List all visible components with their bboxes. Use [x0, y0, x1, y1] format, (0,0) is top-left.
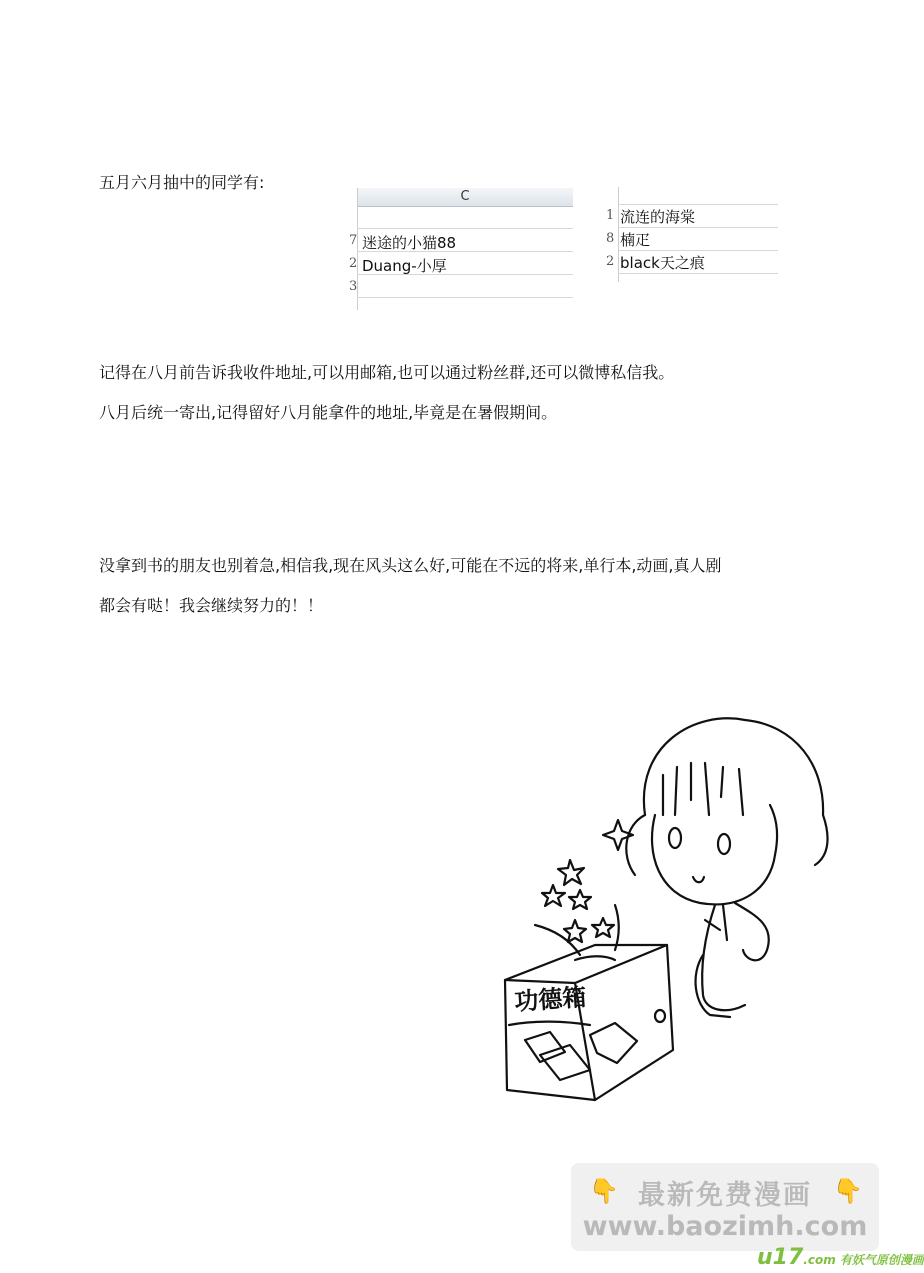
row-number: 8: [606, 231, 615, 246]
winner-name: 迷途的小猫88: [362, 234, 457, 252]
point-down-icon: 👇: [589, 1177, 619, 1205]
brand-logo: u17: [757, 1245, 804, 1270]
row-number: 2: [606, 254, 615, 269]
grid-line: [618, 227, 778, 228]
winners-sheet-1: [349, 188, 573, 310]
grid-line: [357, 297, 573, 298]
box-label: 功德箱: [513, 983, 588, 1016]
grid-line: [618, 204, 778, 205]
u17-logo: [757, 1245, 924, 1270]
watermark: [571, 1163, 879, 1251]
row-number: 1: [606, 208, 615, 223]
paragraph: 没拿到书的朋友也别着急,相信我,现在风头这么好,可能在不远的将来,单行本,动画,真人剧: [99, 556, 722, 575]
watermark-url: www.baozimh.com: [582, 1211, 868, 1242]
row-number: 3: [349, 279, 358, 294]
row-number: 2: [349, 256, 358, 271]
row-divider: [618, 187, 619, 282]
grid-line: [618, 273, 778, 274]
paragraph: 都会有哒！我会继续努力的！！: [99, 596, 324, 615]
brand-domain: .com: [803, 1253, 836, 1267]
row-number: 7: [349, 233, 358, 248]
paragraph: 记得在八月前告诉我收件地址,可以用邮箱,也可以通过粉丝群,还可以微博私信我。: [99, 363, 675, 382]
winner-name: Duang-小厚: [362, 257, 447, 275]
winners-sheet-2: [603, 187, 778, 282]
grid-line: [357, 228, 573, 229]
point-down-icon: 👇: [833, 1177, 863, 1205]
column-header: C: [357, 188, 573, 207]
grid-line: [618, 250, 778, 251]
intro-text: 五月六月抽中的同学有:: [99, 173, 265, 192]
winner-name: 楠疋: [620, 231, 651, 249]
paragraph: 八月后统一寄出,记得留好八月能拿件的地址,毕竟是在暑假期间。: [99, 403, 558, 422]
girl-donation-box-illustration: [495, 705, 840, 1105]
brand-slogan: 有妖气原创漫画: [839, 1253, 924, 1267]
winner-name: black天之痕: [620, 254, 705, 272]
watermark-title: 最新免费漫画: [638, 1180, 812, 1211]
winner-name: 流连的海棠: [620, 208, 696, 226]
